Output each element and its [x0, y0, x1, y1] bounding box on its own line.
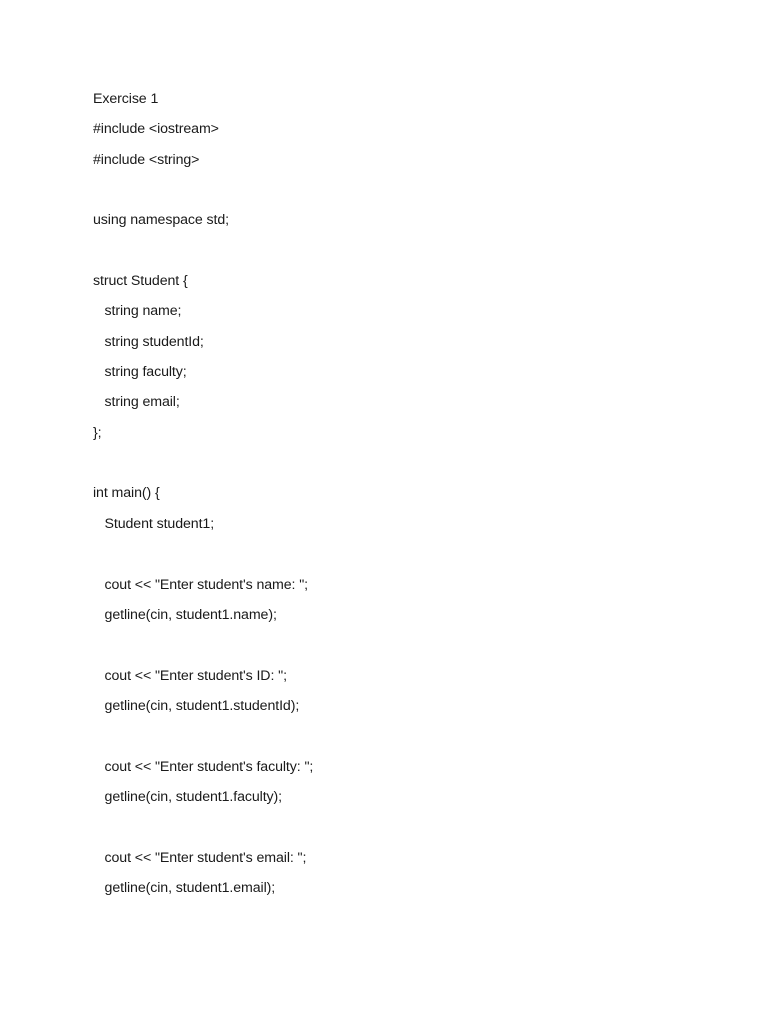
exercise-heading: Exercise 1 [93, 91, 159, 107]
code-line: getline(cin, student1.name); [93, 606, 277, 623]
code-line: getline(cin, student1.studentId); [93, 697, 300, 714]
code-line: int main() { [93, 485, 160, 502]
blank-line [93, 539, 733, 569]
code-line: #include <string> [93, 151, 200, 168]
code-line: }; [93, 424, 102, 441]
code-line: #include <iostream> [93, 121, 219, 138]
blank-line [93, 721, 733, 751]
blank-line [93, 812, 733, 842]
code-line: cout << "Enter student's ID: "; [93, 667, 287, 684]
code-line: cout << "Enter student's email: "; [93, 849, 307, 866]
code-line: string email; [93, 394, 180, 411]
blank-line [93, 630, 733, 660]
code-line: struct Student { [93, 273, 188, 290]
code-line: Student student1; [93, 515, 215, 532]
code-line: string name; [93, 303, 182, 320]
blank-line [93, 236, 733, 266]
blank-line [93, 448, 733, 478]
document-body [93, 84, 733, 903]
code-line: string studentId; [93, 333, 204, 350]
code-line: cout << "Enter student's faculty: "; [93, 758, 314, 775]
code-line: string faculty; [93, 364, 187, 381]
code-line: getline(cin, student1.faculty); [93, 788, 283, 805]
blank-line [93, 175, 733, 205]
code-line: using namespace std; [93, 212, 230, 229]
code-line: cout << "Enter student's name: "; [93, 576, 309, 593]
code-line: getline(cin, student1.email); [93, 879, 276, 896]
